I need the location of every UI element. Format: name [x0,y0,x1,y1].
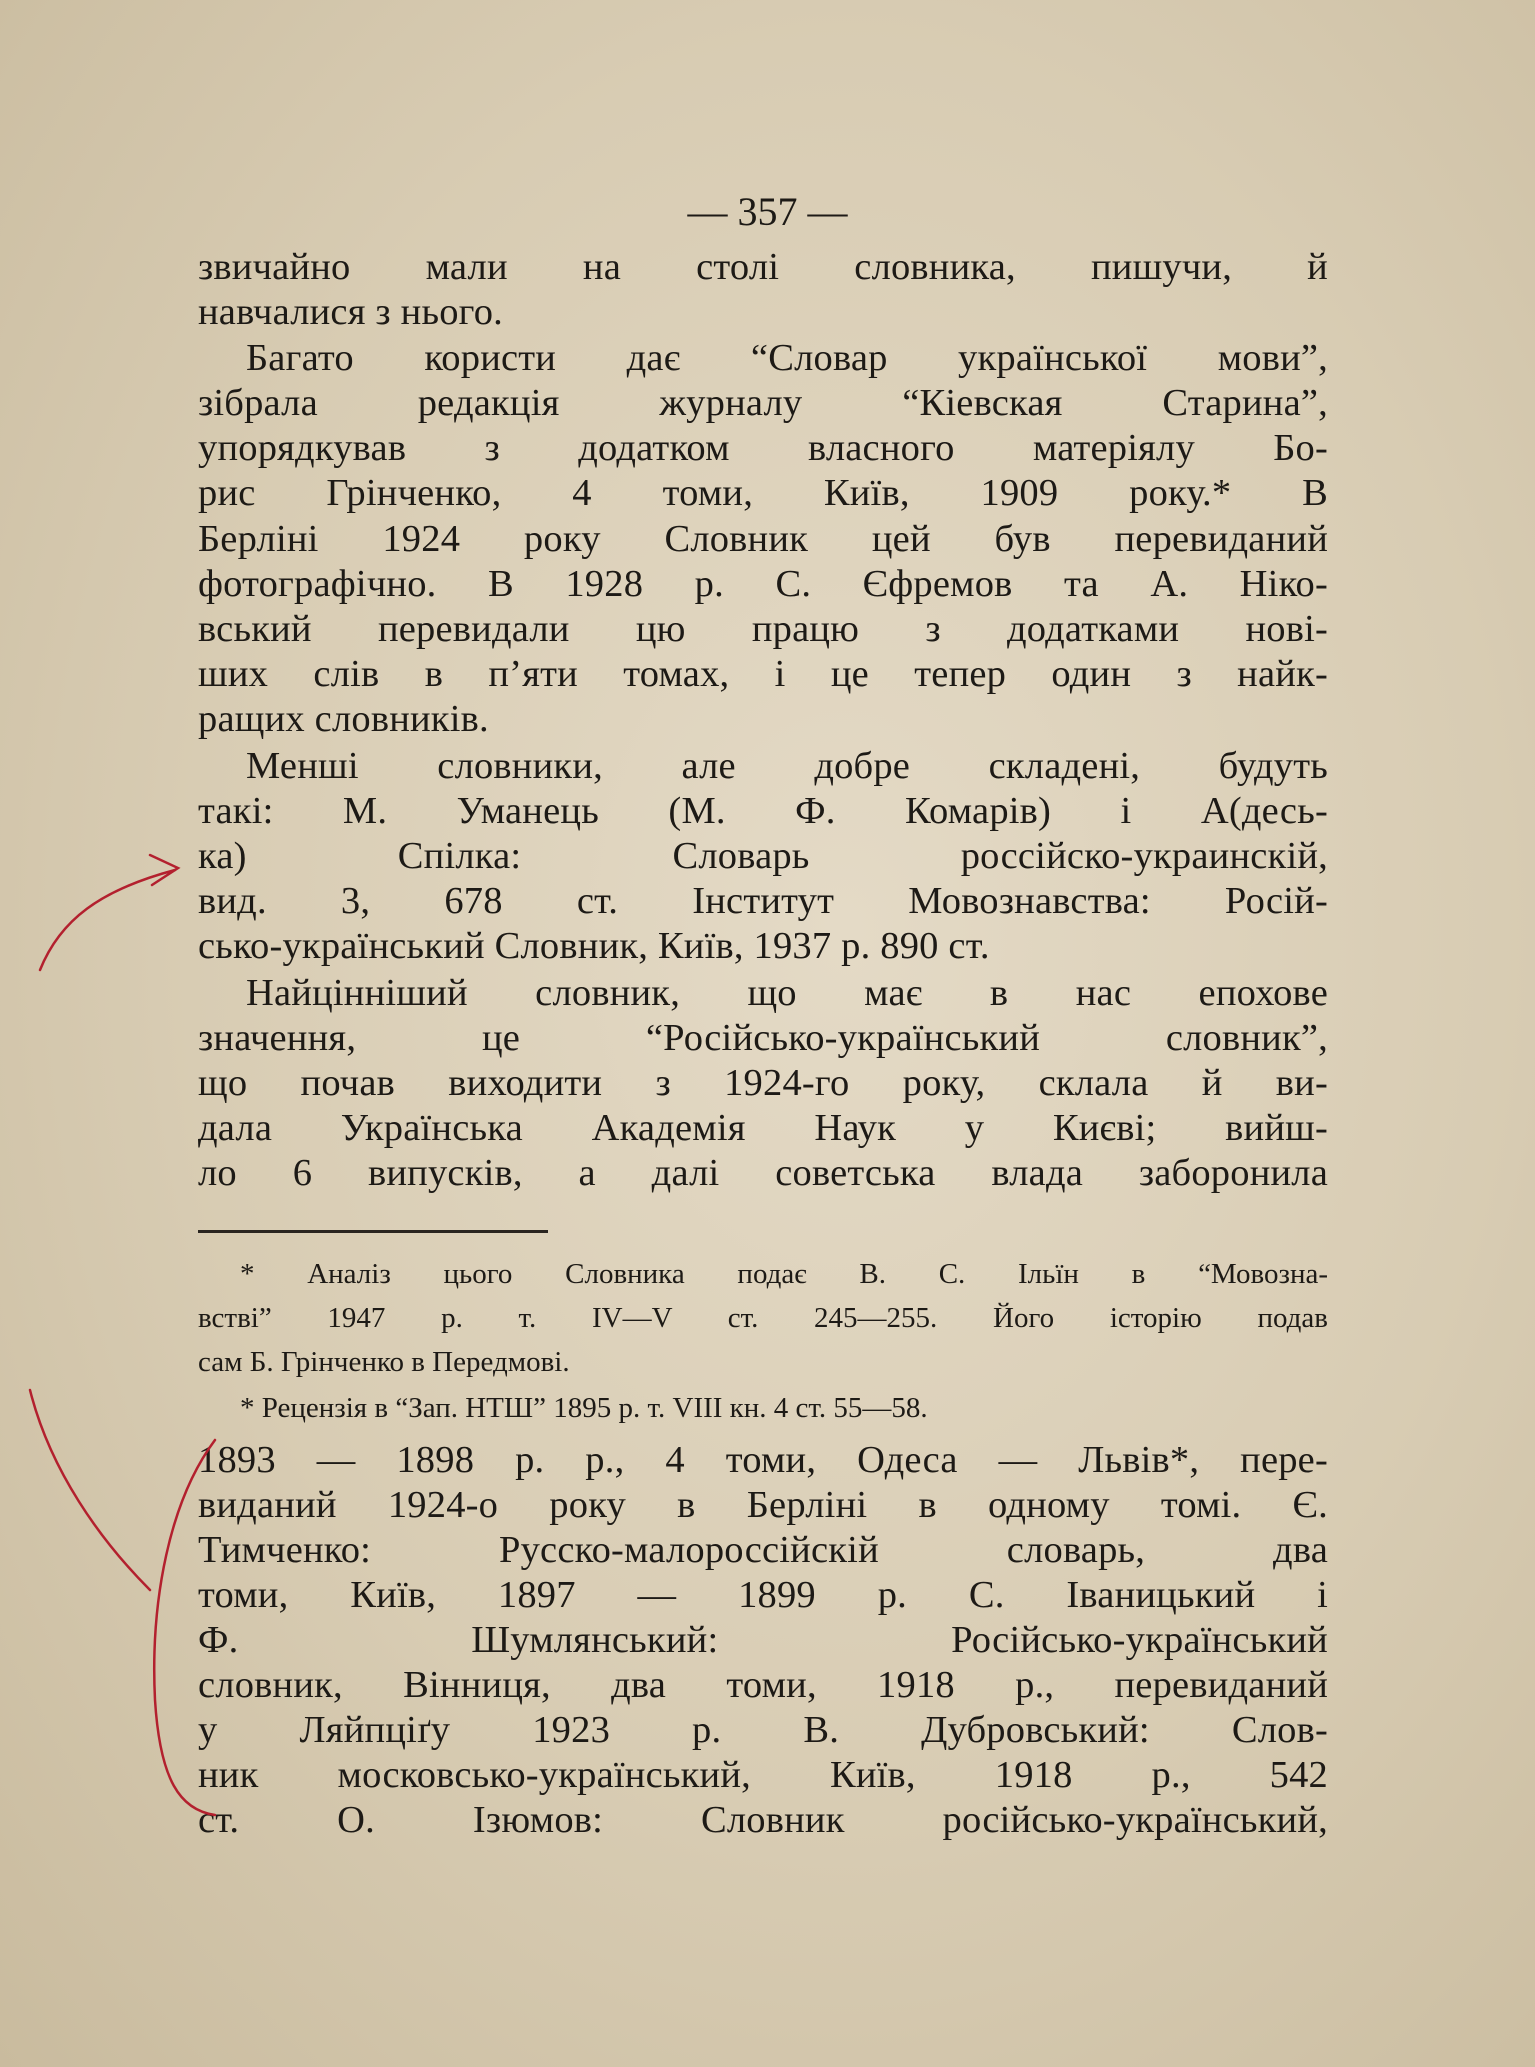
footnote-line: встві” 1947 р. т. IV—V ст. 245—255. Його історію подав [198,1302,1328,1334]
text-line: сько-український Словник, Київ, 1937 р. 890 ст. [198,925,990,967]
text-line: дала Українська Академія Наук у Києві; вийш- [198,1107,1328,1149]
text-line: що почав виходити з 1924-го року, склала й ви- [198,1062,1328,1104]
text-line: вид. 3, 678 ст. Інститут Мовознавства: Росій- [198,880,1328,922]
text-line: Ф. Шумлянський: Російсько-український [198,1619,1328,1661]
text-line: упорядкував з додатком власного матеріялу Бо- [198,427,1328,469]
text-line: Менші словники, але добре складені, будуть [246,745,1328,787]
text-line: ст. О. Ізюмов: Словник російсько-український, [198,1799,1328,1841]
text-line: ло 6 випусків, а далі советська влада заборонила [198,1152,1328,1194]
text-line: словник, Вінниця, два томи, 1918 р., перевиданий [198,1664,1328,1706]
text-line: ка) Спілка: Словарь россійско-украинскій, [198,835,1328,877]
text-line: ших слів в п’яти томах, і це тепер один з найк- [198,653,1328,695]
footnote-line: * Аналіз цього Словника подає В. С. Ільїн в “Мовозна- [240,1258,1328,1290]
page-number: — 357 — [687,189,848,234]
text-line: Багато користи дає “Словар української мови”, [246,337,1328,379]
text-line: виданий 1924-о року в Берліні в одному томі. Є. [198,1484,1328,1526]
text-line: звичайно мали на столі словника, пишучи, й [198,246,1328,288]
text-line: у Ляйпціґу 1923 р. В. Дубровський: Слов- [198,1709,1328,1751]
text-line: вський перевидали цю працю з додатками нові- [198,608,1328,650]
text-line: зібрала редакція журналу “Кіевская Старина”, [198,382,1328,424]
text-line: томи, Київ, 1897 — 1899 р. С. Іваницький і [198,1574,1328,1616]
text-line: значення, це “Російсько-український словник”, [198,1017,1328,1059]
footnote-line: * Рецензія в “Зап. НТШ” 1895 р. т. VIII кн. 4 ст. 55—58. [240,1392,928,1424]
text-line: Берліні 1924 року Словник цей був перевиданий [198,518,1328,560]
text-line: ник московсько-український, Київ, 1918 р., 542 [198,1754,1328,1796]
text-line: навчалися з нього. [198,291,503,333]
text-line: Найцінніший словник, що має в нас епохове [246,972,1328,1014]
footnote-separator [198,1230,548,1233]
text-line: Тимченко: Русско-малороссійскій словарь, два [198,1529,1328,1571]
footnote-line: сам Б. Грінченко в Передмові. [198,1346,570,1378]
text-line: рис Грінченко, 4 томи, Київ, 1909 року.* В [198,472,1328,514]
text-line: 1893 — 1898 р. р., 4 томи, Одеса — Львів*, пере- [198,1439,1328,1481]
text-line: фотографічно. В 1928 р. С. Єфремов та А. Ніко- [198,563,1328,605]
text-line: такі: М. Уманець (М. Ф. Комарів) і А(десь- [198,790,1328,832]
text-line: ращих словників. [198,698,489,740]
